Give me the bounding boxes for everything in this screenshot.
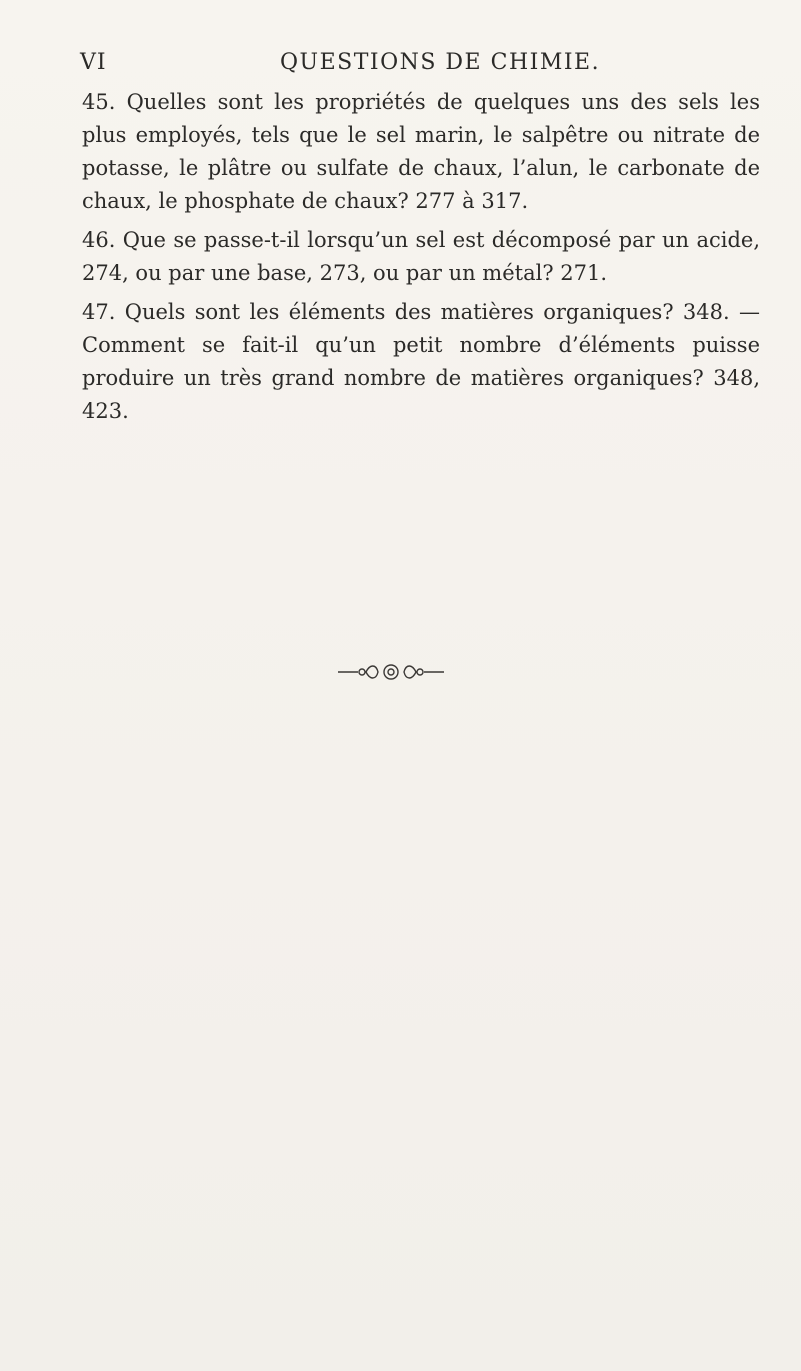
page-header	[80, 50, 730, 84]
questions-list	[82, 86, 760, 434]
question-number: 46.	[82, 228, 116, 252]
page-number: VI	[80, 50, 107, 75]
question-number: 45.	[82, 90, 116, 114]
question-number: 47.	[82, 300, 116, 324]
question-text: Quels sont les éléments des matières organiques? 348. — Comment se fait-il qu’un petit nombre d’éléments puisse produire un très grand nombre de matières organiques? 348, 423.	[82, 300, 760, 423]
question-47	[82, 296, 760, 428]
question-text: Que se passe-t-il lorsqu’un sel est décomposé par un acide, 274, ou par une base, 273, ou par un métal? 271.	[82, 228, 760, 285]
question-45	[82, 86, 760, 218]
running-title: QUESTIONS DE CHIMIE.	[280, 50, 601, 75]
fleuron-ornament-icon	[336, 660, 446, 684]
question-46	[82, 224, 760, 290]
question-text: Quelles sont les propriétés de quelques uns des sels les plus employés, tels que le sel marin, le salpêtre ou nitrate de potasse, le plâtre ou sulfate de chaux, l’alun, le carbonate de chaux, le phosphate de chaux? 277 à 317.	[82, 90, 760, 213]
